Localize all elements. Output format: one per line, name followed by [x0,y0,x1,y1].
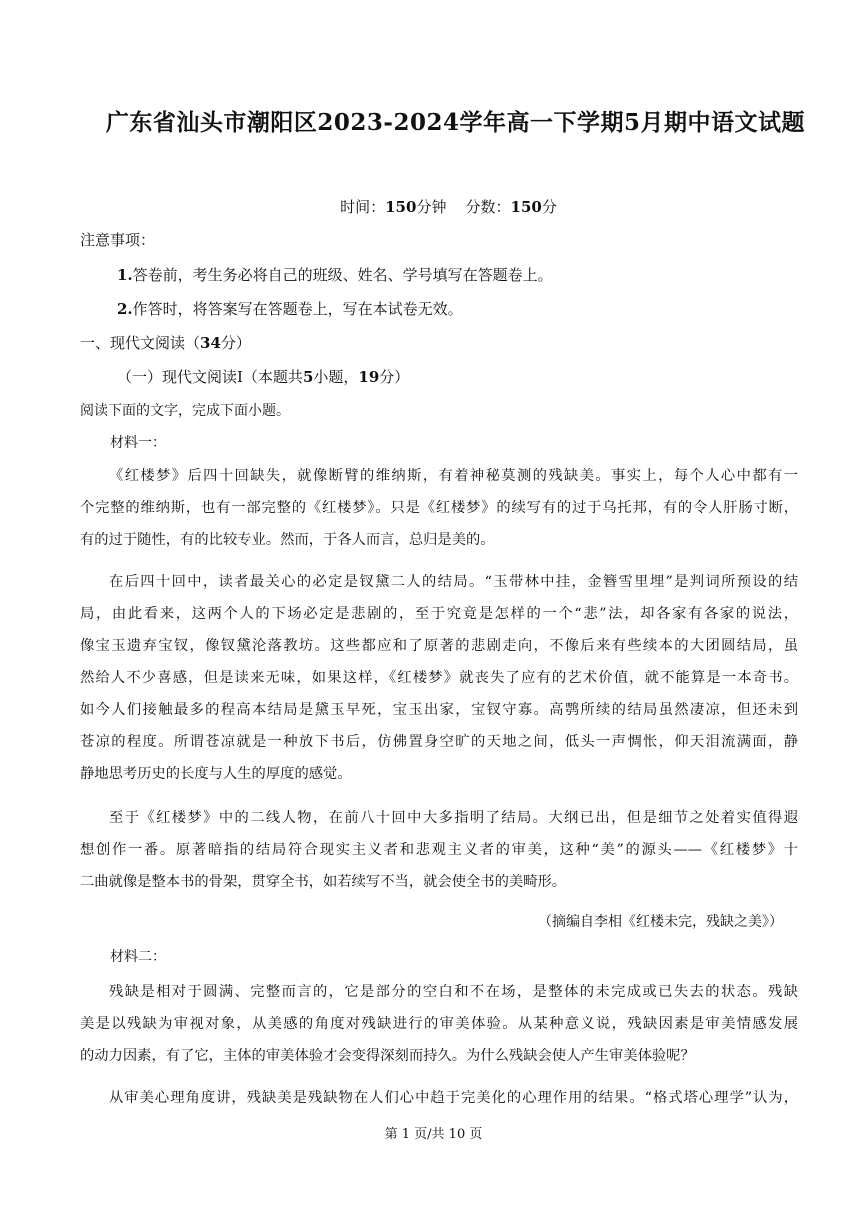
notice-item-1 [117,264,553,285]
text-line: 的动力因素，有了它，主体的审美体验才会变得深刻而持久。为什么残缺会使人产生审美体验呢？ [80,1048,695,1064]
reading-instruction: 阅读下面的文字，完成下面小题。 [80,403,290,419]
text-line: 个完整的维纳斯，也有一部完整的《红楼梦》。只是《红楼梦》的续写有的过于乌托邦，有的令人肝肠寸断， [80,500,798,516]
page-footer: 第 1 页/共 10 页 [384,1127,483,1142]
notice-item-text: 作答时，将答案写在答题卷上，写在本试卷无效。 [132,300,463,318]
text-line: 然给人不少喜感，但是读来无味，如果这样，《红楼梦》就丧失了应有的艺术价值，就不能算是一本奇书。 [80,670,798,686]
subsection-score: 19 [358,368,380,386]
text-line: 有的过于随性，有的比较专业。然而，于各人而言，总归是美的。 [80,532,495,548]
text-line: 如今人们接触最多的程高本结局是黛玉早死，宝玉出家，宝钗守寡。高鹗所续的结局虽然凄凉，但还未到 [80,702,798,718]
notice-item-text: 答卷前，考生务必将自己的班级、姓名、学号填写在答题卷上。 [132,266,553,284]
section-heading [80,332,251,353]
subsection-text: （一）现代文阅读Ⅰ（本题共 [117,368,303,386]
material-1-source: （摘编自李相《红楼未完，残缺之美》） [538,914,783,930]
material-2-label: 材料二： [110,949,166,965]
subsection-heading [117,366,409,387]
time-unit: 分钟 [416,198,447,216]
time-label: 时间： [340,198,386,216]
notice-item-number: 2. [117,300,133,318]
text-line: 在后四十回中，读者最关心的必定是钗黛二人的结局。“玉带林中挂，金簪雪里埋”是判词所预设的结 [109,574,798,590]
text-line: 像宝玉遗弃宝钗，像钗黛沦落教坊。这些都应和了原著的悲剧走向，不像后来有些续本的大团圆结局，虽 [80,638,798,654]
section-heading-text: 一、现代文阅读（ [80,334,201,352]
material-2-paragraph-2 [80,1082,798,1114]
document-title: 广东省汕头市潮阳区2023-2024学年高一下学期5月期中语文试题 [105,109,805,136]
score-unit: 分 [541,198,557,216]
material-2-paragraph-1 [80,976,798,1072]
text-line: 从审美心理角度讲，残缺美是残缺物在人们心中趋于完美化的心理作用的结果。“格式塔心理学”认为， [109,1090,798,1106]
text-line: 局，由此看来，这两个人的下场必定是悲剧的，至于究竟是怎样的一个“悲”法，却各家有各家的说法， [80,606,798,622]
text-line: 二曲就像是整本书的骨架，贯穿全书，如若续写不当，就会使全书的美畸形。 [80,874,567,890]
material-1-paragraph-3 [80,802,798,898]
subsection-count: 5 [302,368,314,386]
material-1-label: 材料一： [110,435,166,451]
score-value: 150 [510,198,542,216]
text-line: 《红楼梦》后四十回缺失，就像断臂的维纳斯，有着神秘莫测的残缺美。事实上，每个人心中都有一 [109,468,798,484]
subsection-unit: 分） [379,368,410,386]
text-line: 美是以残缺为审视对象，从美感的角度对残缺进行的审美体验。从某种意义说，残缺因素是审美情感发展 [80,1016,798,1032]
text-line: 想创作一番。原著暗指的结局符合现实主义者和悲观主义者的审美，这种“美”的源头——《红楼梦》十 [80,842,798,858]
text-line: 静地思考历史的长度与人生的厚度的感觉。 [80,766,352,782]
text-line: 苍凉的程度。所谓苍凉就是一种放下书后，仿佛置身空旷的天地之间，低头一声惆怅，仰天泪流满面，静 [80,734,798,750]
section-heading-score: 34 [200,334,221,352]
notice-item-number: 1. [117,266,133,284]
text-line: 至于《红楼梦》中的二线人物，在前八十回中大多指明了结局。大纲已出，但是细节之处着实值得遐 [109,810,798,826]
section-heading-unit: 分） [220,334,251,352]
material-1-paragraph-2 [80,566,798,790]
notice-item-2 [117,298,463,319]
exam-meta [0,196,867,217]
material-1-paragraph-1 [80,460,798,556]
text-line: 残缺是相对于圆满、完整而言的，它是部分的空白和不在场，是整体的未完成或已失去的状态。残缺 [109,984,798,1000]
time-value: 150 [385,198,417,216]
score-label: 分数： [465,198,511,216]
subsection-text-mid: 小题， [313,368,359,386]
notice-heading: 注意事项： [80,231,156,249]
